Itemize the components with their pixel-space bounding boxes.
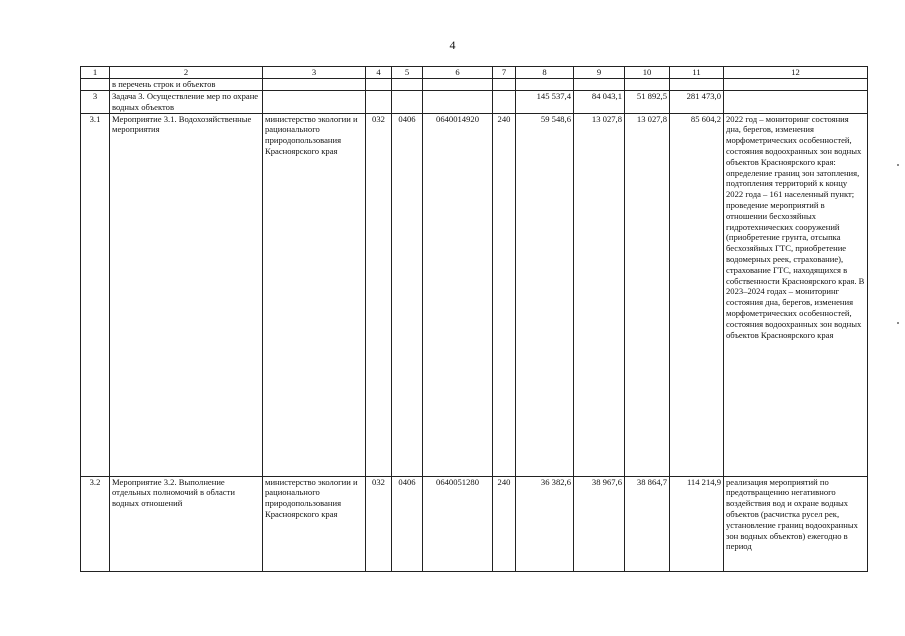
header-col-10: 10 <box>625 67 670 79</box>
cell-vr: 240 <box>493 476 516 571</box>
scan-speck <box>897 322 899 324</box>
cell-num: 3.1 <box>81 113 110 476</box>
cell-result: реализация мероприятий по предотвращению негативного воздействия вод и охране водных объектов (расчистка русел рек, установление границ водоохранных зон водных объектов) ежегодно в период <box>724 476 868 571</box>
cell-vr <box>493 91 516 114</box>
cell-rzpr <box>392 91 423 114</box>
cell-amount-col8: 59 548,6 <box>516 113 574 476</box>
cell-amount-col8: 145 537,4 <box>516 91 574 114</box>
table-row-activity-3-2 <box>81 476 868 571</box>
cell-empty <box>574 79 625 91</box>
cell-rzpr: 0406 <box>392 476 423 571</box>
cell-empty <box>392 79 423 91</box>
page-number: 4 <box>449 38 456 52</box>
cell-num <box>81 79 110 91</box>
cell-amount-col9: 13 027,8 <box>574 113 625 476</box>
table-row-task-3 <box>81 91 868 114</box>
cell-org: министерство экологии и рационального природопользования Красноярского края <box>263 476 366 571</box>
cell-name: Мероприятие 3.2. Выполнение отдельных полномочий в области водных отношений <box>110 476 263 571</box>
cell-grbs: 032 <box>366 476 392 571</box>
cell-empty <box>516 79 574 91</box>
header-col-5: 5 <box>392 67 423 79</box>
cell-empty <box>724 79 868 91</box>
header-col-6: 6 <box>423 67 493 79</box>
program-activities-table <box>80 66 868 572</box>
header-col-3: 3 <box>263 67 366 79</box>
cell-amount-col9: 84 043,1 <box>574 91 625 114</box>
cell-amount-col10: 51 892,5 <box>625 91 670 114</box>
cell-csr: 0640051280 <box>423 476 493 571</box>
cell-rzpr: 0406 <box>392 113 423 476</box>
cell-empty <box>423 79 493 91</box>
cell-org <box>263 91 366 114</box>
header-col-4: 4 <box>366 67 392 79</box>
cell-num: 3 <box>81 91 110 114</box>
table-header <box>81 67 868 79</box>
header-col-12: 12 <box>724 67 868 79</box>
cell-amount-col11: 114 214,9 <box>670 476 724 571</box>
cell-result: 2022 год – мониторинг состояния дна, берегов, изменения морфометрических особенностей, состояния водоохранных зон водных объектов Красноярского края: определение границ зон затопления, подтопления территорий к концу 2022 года – 161 населенный пункт; проведение мероприятий в отношении бесхозяйных гидротехнических сооружений (приобретение грунта, отсыпка бесхозяйных ГТС, приобретение водомерных реек, страхование), страхование ГТС, находящихся в собственности Красноярского края. В 2023–2024 годах – мониторинг состояния дна, берегов, изменения морфометрических особенностей, состояния водоохранных зон водных объектов Красноярского края <box>724 113 868 476</box>
cell-amount-col10: 38 864,7 <box>625 476 670 571</box>
table-row-activity-3-1 <box>81 113 868 476</box>
cell-amount-col11: 281 473,0 <box>670 91 724 114</box>
cell-name: Задача 3. Осуществление мер по охране водных объектов <box>110 91 263 114</box>
cell-result <box>724 91 868 114</box>
cell-grbs: 032 <box>366 113 392 476</box>
header-col-2: 2 <box>110 67 263 79</box>
cell-empty <box>263 79 366 91</box>
cell-num: 3.2 <box>81 476 110 571</box>
cell-empty <box>625 79 670 91</box>
cell-name: в перечень строк и объектов <box>110 79 263 91</box>
cell-org: министерство экологии и рационального природопользования Красноярского края <box>263 113 366 476</box>
header-col-9: 9 <box>574 67 625 79</box>
scan-speck <box>897 164 899 166</box>
header-col-7: 7 <box>493 67 516 79</box>
cell-empty <box>670 79 724 91</box>
cell-amount-col9: 38 967,6 <box>574 476 625 571</box>
cell-amount-col11: 85 604,2 <box>670 113 724 476</box>
cell-amount-col10: 13 027,8 <box>625 113 670 476</box>
cell-vr: 240 <box>493 113 516 476</box>
header-col-8: 8 <box>516 67 574 79</box>
header-col-1: 1 <box>81 67 110 79</box>
header-col-11: 11 <box>670 67 724 79</box>
cell-csr: 0640014920 <box>423 113 493 476</box>
cell-empty <box>366 79 392 91</box>
cell-amount-col8: 36 382,6 <box>516 476 574 571</box>
cell-name: Мероприятие 3.1. Водохозяйственные мероприятия <box>110 113 263 476</box>
table-row-continuation <box>81 79 868 91</box>
cell-csr <box>423 91 493 114</box>
cell-grbs <box>366 91 392 114</box>
cell-empty <box>493 79 516 91</box>
